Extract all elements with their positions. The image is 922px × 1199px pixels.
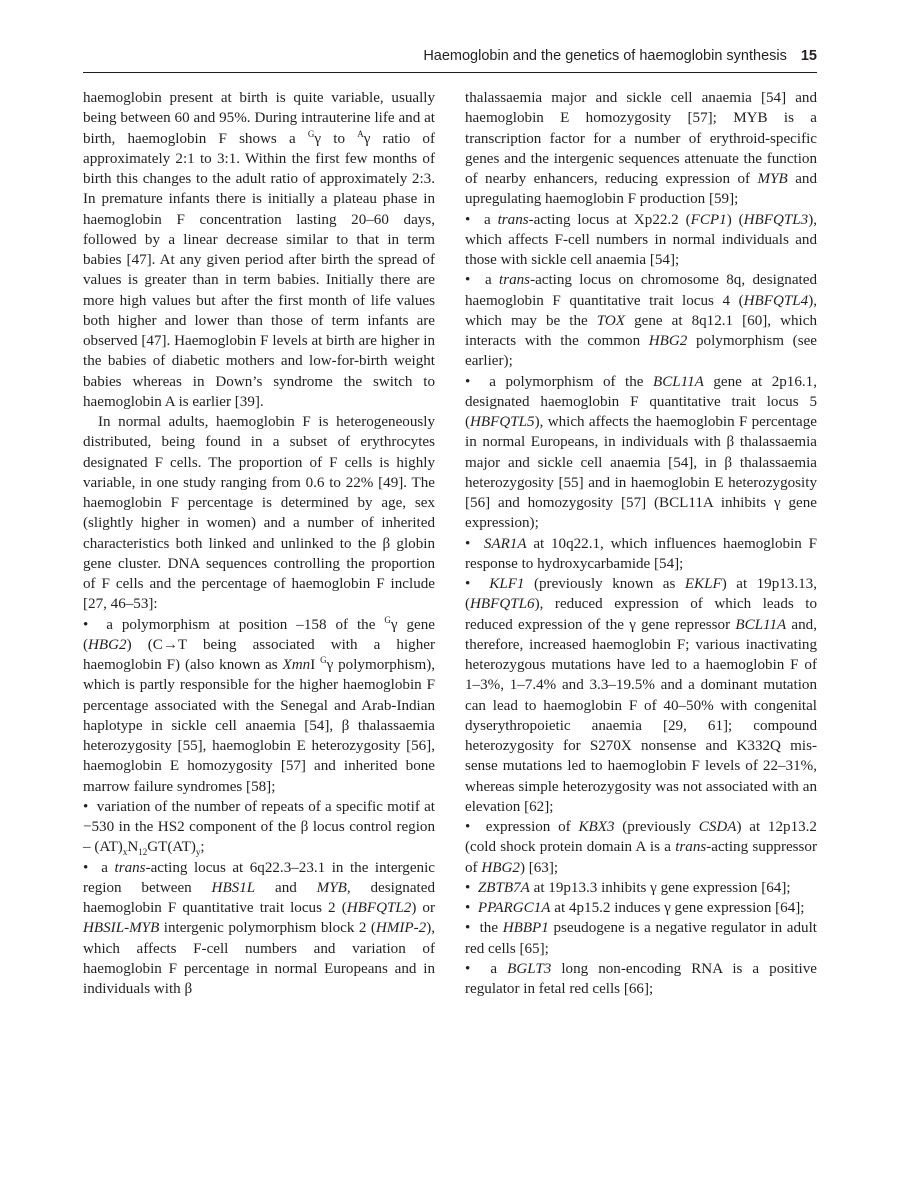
text-run: ; — [200, 839, 205, 856]
subscript: y — [195, 847, 201, 858]
gene-name: HBSIL-MYB — [83, 920, 160, 937]
text-run: thalassaemia major and sickle cell anaemia [54] and haemoglobin E homozygosity [57]; MYB is a transcription factor for a number of erythroid-specific genes and the intergenic sequences attenuate the function of nearby enhancers, reducing expression of — [465, 90, 817, 187]
italic-term: trans — [497, 211, 529, 228]
text-run: the — [479, 920, 503, 937]
running-title: Haemoglobin and the genetics of haemoglobin synthesis — [423, 48, 787, 64]
text-run: at 10q22.1, which influences haemoglobin F response to hydroxycarbamide [54]; — [465, 535, 817, 572]
right-column — [465, 88, 817, 999]
gene-name: KBX3 — [578, 819, 615, 835]
list-item-hbbp1 — [465, 918, 817, 959]
text-run: ) at 19p13.13, ( — [465, 576, 817, 613]
page-number: 15 — [800, 48, 817, 64]
header-rule — [83, 72, 817, 73]
text-run: ), reduced expression of which leads to reduced expression of the γ gene repressor — [465, 596, 817, 633]
left-column — [83, 88, 435, 999]
gene-name: HBG2 — [88, 636, 127, 653]
text-run: , designated haemoglobin F quantitative trait locus 2 ( — [83, 879, 435, 916]
text-run: ), which may be the — [465, 292, 817, 329]
text-run: pseudogene is a negative regulator in adult red cells [65]; — [465, 920, 817, 957]
gene-name: HBBP1 — [502, 920, 549, 937]
text-run: expression of — [485, 819, 579, 835]
superscript: A — [357, 128, 364, 139]
gene-name: EKLF — [684, 576, 722, 592]
list-item-8q-locus — [465, 270, 817, 371]
text-run: at 19p13.3 inhibits γ gene expression [64]; — [529, 879, 791, 896]
superscript: G — [307, 128, 315, 139]
gene-name: HBFQTL2 — [346, 900, 412, 916]
text-run: ), which affects F-cell numbers in normal individuals and those with sickle cell anaemia [54]; — [465, 211, 817, 268]
text-run: γ to — [314, 130, 358, 147]
list-item-hs2-repeats — [83, 797, 435, 858]
text-run: -acting suppressor of — [465, 839, 817, 876]
text-run: ) at 12p13.2 (cold shock protein domain A is a — [465, 819, 817, 856]
gene-name: Xmn — [282, 657, 311, 673]
italic-term: trans — [499, 272, 531, 289]
text-run: γ polymorphism), which is partly responsible for the higher haemoglobin F percentage associated with the Senegal and Arab-Indian haplotype in sickle cell anaemia [54], β thalassaemia heterozygosity [55], haemoglobin E heterozygosity [56], haemoglobin E homozygosity [57] and inherited bone marrow failure syndromes [58]; — [83, 657, 435, 795]
gene-name: TOX — [596, 312, 626, 329]
text-run: at 4p15.2 induces γ gene expression [64]; — [550, 900, 805, 916]
text-run: gene at 2p16.1, designated haemoglobin F quantitative trait locus 5 ( — [465, 373, 817, 430]
italic-term: trans — [675, 839, 707, 856]
gene-name: HBG2 — [648, 333, 688, 349]
list-item-bcl11a — [465, 372, 817, 534]
list-item-bglt3 — [465, 959, 817, 1000]
gene-name: SAR1A — [483, 535, 527, 552]
list-item-sar1a — [465, 534, 817, 575]
gene-name: FCP1 — [690, 211, 727, 228]
text-run: variation of the number of repeats of a specific motif at −530 in the HS2 component of the β locus control region – (AT) — [83, 798, 435, 856]
list-item-6q22-locus — [83, 858, 435, 1000]
italic-term: trans — [114, 859, 146, 876]
gene-name: CSDA — [698, 819, 737, 835]
running-head — [83, 48, 817, 70]
gene-name: HBFQTL6 — [470, 596, 535, 613]
text-run: (previously known as — [524, 576, 685, 592]
subscript: x — [122, 847, 128, 858]
text-run: a polymorphism at position –158 of the — [106, 616, 385, 633]
subscript: 12 — [138, 847, 148, 858]
text-run: intergenic polymorphism block 2 ( — [159, 920, 376, 937]
list-item-kbx3 — [465, 817, 817, 878]
text-run: ) (C→T being associated with a higher haemoglobin F) (also known as — [83, 636, 435, 673]
text-run: gene at 8q12.1 [60], which interacts with the common — [465, 312, 817, 349]
text-run: ) or — [411, 900, 436, 916]
text-run: ), which affects the haemoglobin F percentage in normal Europeans, in individuals with β thalassaemia major and sickle cell anaemia [54], in β thalassaemia heterozygosity [55] and in haemoglobin E heterozygosity [56] and homozygosity [57] (BCL11A inhibits γ gene expression); — [465, 414, 817, 532]
gene-name: HBFQTL3 — [743, 211, 809, 228]
text-run: -acting locus at Xp22.2 ( — [528, 211, 691, 228]
gene-name: MYB — [316, 879, 347, 896]
text-run: GT(AT) — [147, 839, 196, 856]
text-run: I — [310, 657, 321, 673]
text-run: a — [484, 211, 498, 228]
gene-name: HMIP-2 — [375, 920, 427, 937]
text-run: ) [63]; — [519, 859, 559, 876]
text-run: long non-encoding RNA is a positive regulator in fetal red cells [66]; — [465, 960, 817, 997]
superscript: G — [384, 614, 391, 625]
gene-name: BGLT3 — [507, 960, 552, 977]
list-item-xp22-locus — [465, 210, 817, 271]
gene-name: KLF1 — [489, 576, 525, 592]
gene-name: HBFQTL4 — [743, 292, 809, 309]
list-item-hbg2-polymorphism — [83, 615, 435, 797]
gene-name: PPARGC1A — [477, 900, 551, 916]
text-run: and upregulating haemoglobin F production [59]; — [465, 171, 817, 208]
list-item-klf1 — [465, 574, 817, 817]
text-run: a polymorphism of the — [489, 373, 653, 390]
text-run: a — [490, 960, 508, 977]
text-run: polymorphism (see earlier); — [465, 333, 817, 370]
list-item-ppargc1a — [465, 898, 817, 918]
gene-name: ZBTB7A — [477, 879, 530, 896]
gene-name: BCL11A — [735, 616, 787, 633]
text-run: -acting locus on chromosome 8q, designated haemoglobin F quantitative trait locus 4 ( — [465, 272, 817, 309]
text-run: γ ratio of approximately 2:1 to 3:1. Within the first few months of birth this changes to the adult ratio of approximately 2:3. In premature infants there is initially a plateau phase in haemoglobin F concentration lasting 20–60 days, followed by a linear decrease similar to that in term babies [47]. At any given period after birth the spread of values is greater than in term babies. Initially there are more high values but after the first month of life values both higher and lower than those of term infants are observed [47]. Haemoglobin F levels at birth are higher in the babies of diabetic mothers and low-for-birth weight babies whereas in Down’s syndrome the switch to haemoglobin A is earlier [39]. — [83, 130, 436, 410]
text-run: γ gene ( — [83, 616, 435, 653]
text-run: -acting locus at 6q22.3–23.1 in the intergenic region between — [83, 859, 435, 896]
gene-name: HBG2 — [481, 859, 520, 876]
text-run: (previously — [614, 819, 699, 835]
gene-name: HBFQTL5 — [470, 414, 535, 430]
gene-name: HBS1L — [211, 879, 256, 896]
text-run: ) ( — [726, 211, 744, 228]
paragraph-continuation — [465, 88, 817, 210]
superscript: G — [320, 654, 327, 665]
text-run: N — [127, 839, 139, 856]
text-run: and — [255, 879, 317, 896]
text-run: haemoglobin present at birth is quite variable, usually being between 60 and 95%. During intrauterine life and at birth, haemoglobin F shows a — [83, 90, 435, 147]
text-run: a — [484, 272, 500, 289]
list-item-zbtb7a — [465, 878, 817, 898]
text-run: and, therefore, increased haemoglobin F; various inactivating heterozygous mutations have led to a haemoglobin F of 1–3%, 1–7.4% and 3.3–19.5% and a dominant mutation can lead to haemoglobin F of 40–50% with congenital dyserythropoietic anaemia [29, 61]; compound heterozygosity for S270X nonsense and K332Q mis-sense mutations led to haemoglobin F levels of 22–31%, whereas simple heterozygosity was not associated with an elevation [62]; — [465, 616, 818, 815]
gene-name: BCL11A — [652, 373, 704, 390]
gene-name: MYB — [757, 171, 788, 187]
paragraph-hbf-adults: In normal adults, haemoglobin F is heterogeneously distributed, being found in a subset of erythrocytes designated F cells. The proportion of F cells is highly variable, in one study ranging from 0.6 to 22% [49]. The haemoglobin F percentage is determined by age, sex (slightly higher in women) and a number of inherited characteristics both linked and unlinked to the β globin gene cluster. DNA sequences controlling the proportion of F cells and the percentage of haemoglobin F include [27, 46–53]: — [83, 414, 435, 613]
text-run: ), which affects F-cell numbers and variation of haemoglobin F percentage in normal Europeans and in individuals with β — [83, 920, 435, 997]
paragraph-hbf-at-birth — [83, 88, 435, 412]
text-run: a — [101, 859, 115, 876]
